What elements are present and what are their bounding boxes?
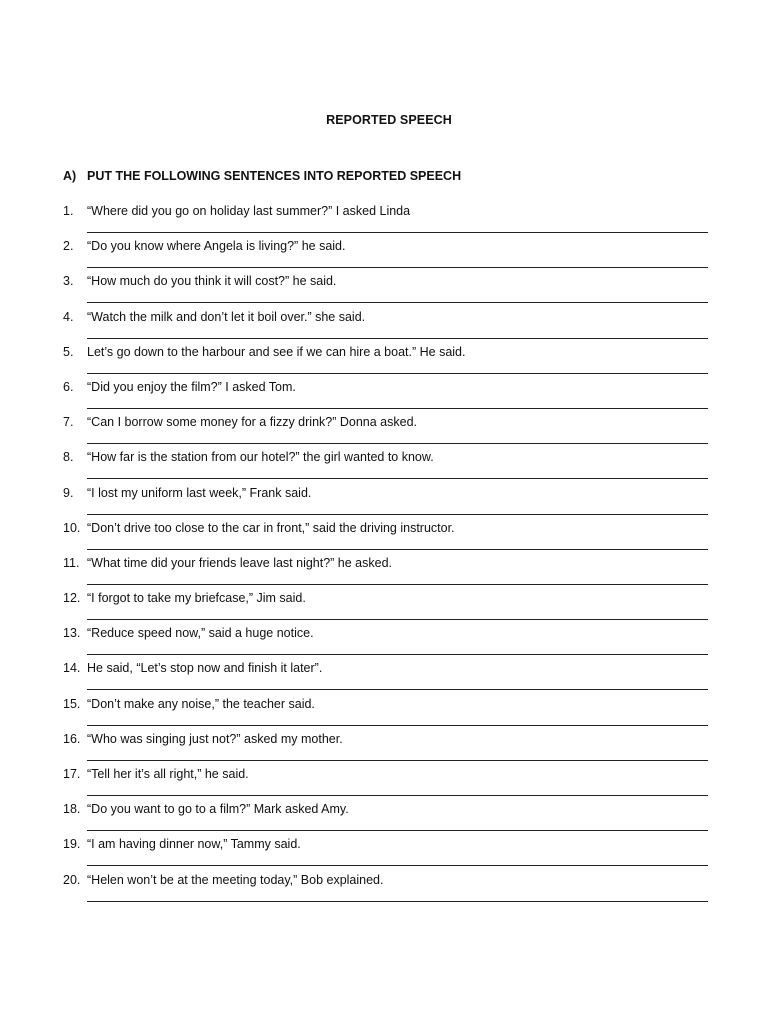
item-number: 7.: [63, 415, 74, 430]
exercise-item: [0, 766, 768, 801]
answer-line: [87, 478, 708, 479]
exercise-item: [0, 625, 768, 660]
item-number: 11.: [63, 555, 80, 570]
answer-line: [87, 514, 708, 515]
exercise-item: [0, 203, 768, 238]
exercise-item: [0, 485, 768, 520]
item-number: 3.: [63, 274, 74, 289]
answer-line: [87, 549, 708, 550]
answer-line: [87, 267, 708, 268]
item-number: 2.: [63, 239, 74, 254]
exercise-item: [0, 872, 768, 907]
answer-line: [87, 232, 708, 233]
answer-line: [87, 584, 708, 585]
exercise-item: [0, 238, 768, 273]
item-number: 10.: [63, 520, 81, 535]
item-number: 13.: [63, 626, 81, 641]
answer-line: [87, 689, 708, 690]
answer-line: [87, 901, 708, 902]
item-sentence: “Reduce speed now,” said a huge notice.: [87, 626, 314, 641]
item-sentence: “What time did your friends leave last night?” he asked.: [87, 555, 393, 570]
answer-line: [87, 373, 708, 374]
item-sentence: He said, “Let’s stop now and finish it later”.: [87, 661, 323, 676]
item-number: 6.: [63, 379, 74, 394]
exercise-item: [0, 520, 768, 555]
item-sentence: “I lost my uniform last week,” Frank said.: [87, 485, 312, 500]
item-number: 16.: [63, 731, 81, 746]
section-letter: A): [63, 169, 77, 183]
item-number: 17.: [63, 767, 81, 781]
exercise-item: [0, 731, 768, 766]
answer-line: [87, 338, 708, 339]
exercise-item: [0, 801, 768, 836]
exercise-item: [0, 414, 768, 449]
item-sentence: “Don’t make any noise,” the teacher said.: [87, 696, 315, 711]
answer-line: [87, 408, 708, 409]
section-instruction: PUT THE FOLLOWING SENTENCES INTO REPORTED SPEECH: [87, 169, 462, 183]
item-sentence: “I am having dinner now,” Tammy said.: [87, 837, 301, 852]
answer-line: [87, 795, 708, 796]
answer-line: [87, 443, 708, 444]
exercise-item: [0, 309, 768, 344]
answer-line: [87, 865, 708, 866]
item-sentence: “Did you enjoy the film?” I asked Tom.: [87, 379, 296, 394]
item-sentence: Let’s go down to the harbour and see if we can hire a boat.” He said.: [87, 344, 466, 359]
item-number: 18.: [63, 802, 81, 817]
item-number: 1.: [63, 204, 74, 218]
item-sentence: “Don’t drive too close to the car in front,” said the driving instructor.: [87, 520, 455, 535]
exercise-item: [0, 379, 768, 414]
exercise-item: [0, 696, 768, 731]
answer-line: [87, 654, 708, 655]
item-sentence: “Can I borrow some money for a fizzy drink?” Donna asked.: [87, 415, 417, 430]
item-sentence: “Do you know where Angela is living?” he said.: [87, 239, 346, 254]
exercise-item: [0, 555, 768, 590]
item-number: 4.: [63, 309, 74, 324]
exercise-item: [0, 590, 768, 625]
exercise-item: [0, 344, 768, 379]
section-heading: [63, 169, 461, 183]
answer-line: [87, 760, 708, 761]
item-number: 15.: [63, 696, 81, 711]
item-sentence: “Tell her it’s all right,” he said.: [87, 767, 249, 781]
answer-line: [87, 302, 708, 303]
item-number: 5.: [63, 344, 74, 359]
answer-line: [87, 619, 708, 620]
item-sentence: “Do you want to go to a film?” Mark asked Amy.: [87, 802, 349, 817]
item-sentence: “How much do you think it will cost?” he said.: [87, 274, 337, 289]
item-sentence: “How far is the station from our hotel?” the girl wanted to know.: [87, 450, 434, 465]
exercise-item: [0, 449, 768, 484]
page-title: REPORTED SPEECH: [326, 113, 452, 127]
answer-line: [87, 725, 708, 726]
item-number: 19.: [63, 837, 81, 852]
exercise-item: [0, 660, 768, 695]
item-sentence: “Who was singing just not?” asked my mother.: [87, 731, 343, 746]
item-number: 8.: [63, 450, 74, 465]
item-number: 20.: [63, 872, 81, 887]
exercise-item: [0, 273, 768, 308]
exercise-item: [0, 836, 768, 871]
item-sentence: “I forgot to take my briefcase,” Jim said.: [87, 591, 306, 606]
item-sentence: “Where did you go on holiday last summer?” I asked Linda: [87, 204, 411, 218]
item-number: 9.: [63, 485, 74, 500]
exercise-list: [0, 203, 768, 907]
answer-line: [87, 830, 708, 831]
item-sentence: “Watch the milk and don’t let it boil over.” she said.: [87, 309, 366, 324]
item-number: 14.: [63, 661, 81, 676]
item-sentence: “Helen won’t be at the meeting today,” Bob explained.: [87, 872, 384, 887]
item-number: 12.: [63, 591, 81, 606]
